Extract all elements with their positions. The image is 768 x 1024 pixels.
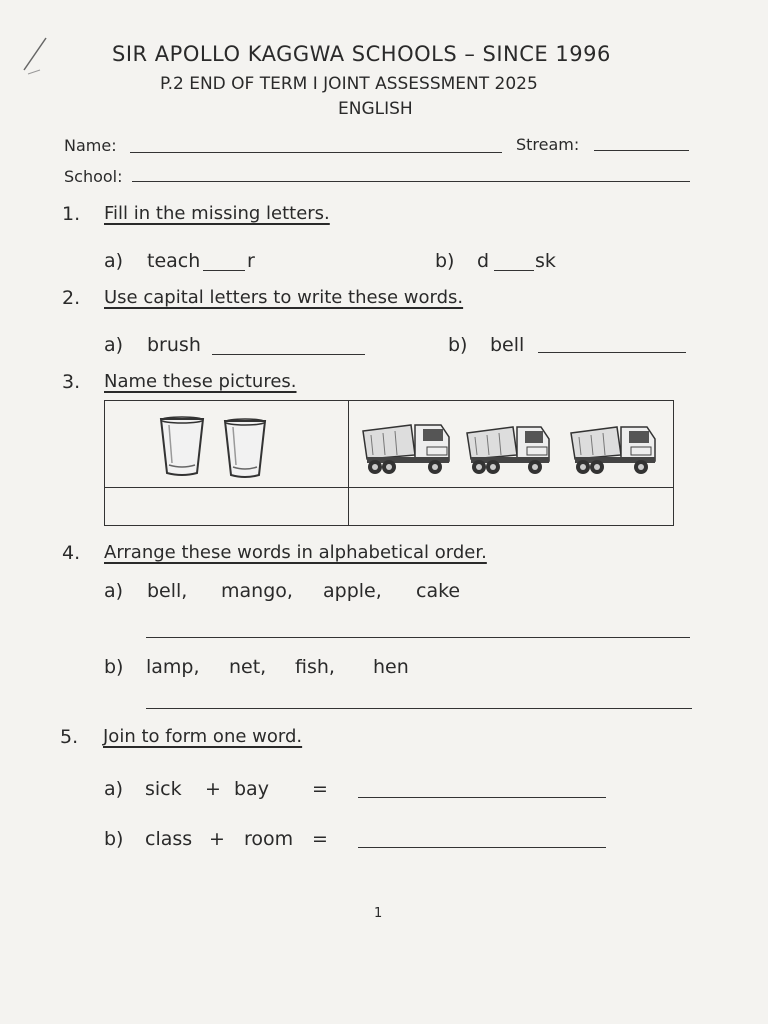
school-field[interactable]: [132, 181, 690, 182]
stream-label: Stream:: [516, 135, 580, 154]
item-letter: a): [104, 580, 124, 602]
answer-line[interactable]: [212, 354, 365, 355]
missing-letter-blank[interactable]: [494, 270, 534, 271]
question-1-instruction: Fill in the missing letters.: [104, 203, 330, 224]
word: cake: [416, 580, 461, 602]
word: brush: [147, 334, 201, 356]
item-letter: a): [104, 250, 124, 272]
word: sick: [145, 778, 182, 800]
item-letter: b): [435, 250, 455, 272]
answer-line[interactable]: [146, 708, 692, 709]
answer-cell-glasses[interactable]: [105, 489, 347, 525]
question-number: 5.: [60, 726, 79, 748]
question-number: 4.: [62, 542, 81, 564]
item-letter: b): [104, 828, 124, 850]
school-label: School:: [64, 167, 123, 186]
truck-icon: [569, 417, 659, 477]
assessment-title: P.2 END OF TERM I JOINT ASSESSMENT 2025: [160, 74, 538, 94]
picture-table: [104, 400, 674, 526]
answer-line[interactable]: [358, 847, 606, 848]
answer-line[interactable]: [146, 637, 690, 638]
question-4-instruction: Arrange these words in alphabetical order.: [104, 542, 487, 563]
question-number: 1.: [62, 203, 81, 225]
item-letter: a): [104, 778, 124, 800]
glass-icon: [221, 417, 269, 481]
item-letter: b): [104, 656, 124, 678]
word-part: sk: [535, 250, 556, 272]
school-title: SIR APOLLO KAGGWA SCHOOLS – SINCE 1996: [112, 42, 611, 66]
word: bay: [234, 778, 269, 800]
name-field[interactable]: [130, 152, 502, 153]
item-letter: b): [448, 334, 468, 356]
item-letter: a): [104, 334, 124, 356]
word: hen: [373, 656, 409, 678]
word: net,: [229, 656, 267, 678]
word: bell: [490, 334, 525, 356]
plus-sign: +: [205, 778, 221, 800]
equals-sign: =: [312, 828, 328, 850]
word: lamp,: [146, 656, 200, 678]
word: room: [244, 828, 294, 850]
word-part: r: [247, 250, 255, 272]
equals-sign: =: [312, 778, 328, 800]
word: mango,: [221, 580, 293, 602]
pencil-mark-icon: [18, 34, 52, 84]
answer-cell-trucks[interactable]: [350, 489, 672, 525]
question-number: 2.: [62, 287, 81, 309]
word-part: d: [477, 250, 490, 272]
question-2-instruction: Use capital letters to write these words.: [104, 287, 464, 308]
word: fish,: [295, 656, 335, 678]
word: bell,: [147, 580, 188, 602]
missing-letter-blank[interactable]: [203, 270, 245, 271]
glass-icon: [157, 415, 207, 479]
subject-title: ENGLISH: [338, 99, 413, 119]
stream-field[interactable]: [594, 150, 689, 151]
truck-icon: [465, 417, 553, 477]
question-number: 3.: [62, 371, 81, 393]
page-number: 1: [374, 906, 383, 921]
word-part: teach: [147, 250, 201, 272]
plus-sign: +: [209, 828, 225, 850]
question-3-instruction: Name these pictures.: [104, 371, 297, 392]
answer-line[interactable]: [358, 797, 606, 798]
name-label: Name:: [64, 136, 117, 155]
truck-icon: [361, 415, 453, 477]
answer-line[interactable]: [538, 352, 686, 353]
word: class: [145, 828, 193, 850]
word: apple,: [323, 580, 382, 602]
question-5-instruction: Join to form one word.: [103, 726, 303, 747]
